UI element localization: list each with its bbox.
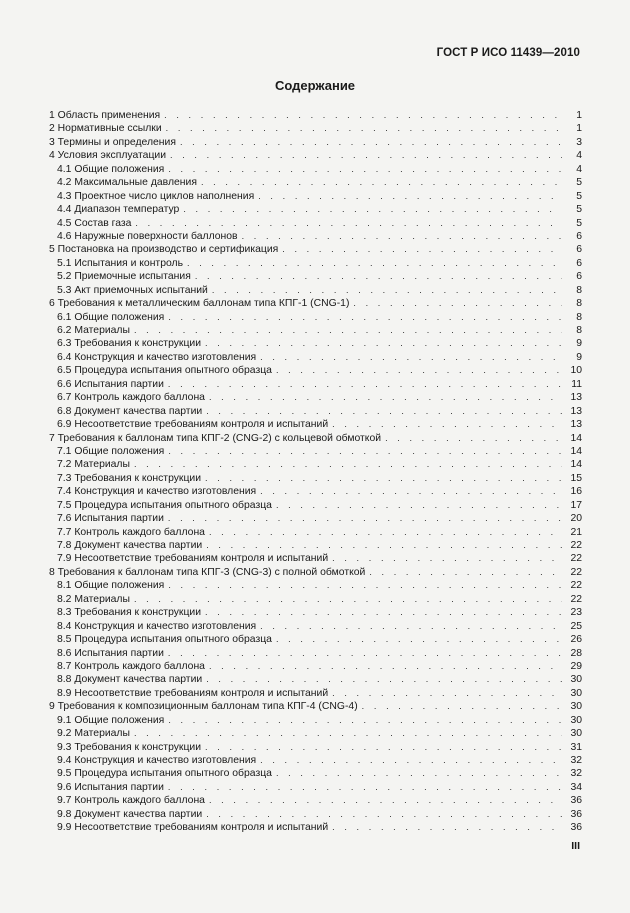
toc-entry-label: 4 Условия эксплуатации bbox=[49, 150, 167, 162]
toc-entry[interactable] bbox=[49, 458, 582, 471]
toc-entry[interactable] bbox=[49, 552, 582, 565]
toc-entry-label: 6.6 Испытания партии bbox=[57, 378, 164, 390]
toc-entry[interactable] bbox=[49, 472, 582, 485]
dot-leader bbox=[276, 767, 562, 780]
toc-entry-page: 26 bbox=[570, 634, 582, 646]
toc-entry-page: 4 bbox=[576, 150, 582, 162]
toc-entry[interactable] bbox=[49, 539, 582, 552]
dot-leader bbox=[168, 781, 562, 794]
dot-leader bbox=[168, 647, 562, 660]
toc-entry-label: 5.2 Приемочные испытания bbox=[57, 271, 191, 283]
dot-leader bbox=[166, 122, 562, 135]
toc-entry-page: 30 bbox=[570, 701, 582, 713]
toc-entry[interactable] bbox=[49, 700, 582, 713]
toc-entry[interactable] bbox=[49, 754, 582, 767]
dot-leader bbox=[164, 109, 562, 122]
toc-entry-label: 6.7 Контроль каждого баллона bbox=[57, 392, 205, 404]
toc-entry-page: 21 bbox=[570, 526, 582, 538]
toc-entry-page: 36 bbox=[570, 795, 582, 807]
dot-leader bbox=[332, 821, 562, 834]
toc-entry[interactable] bbox=[49, 499, 582, 512]
toc-entry-label: 6.2 Материалы bbox=[57, 325, 130, 336]
dot-leader bbox=[260, 620, 562, 633]
toc-entry-label: 6 Требования к металлическим баллонам типа КПГ-1 (CNG-1) bbox=[49, 298, 350, 310]
toc-entry-page: 5 bbox=[576, 177, 582, 189]
toc-entry-page: 22 bbox=[570, 540, 582, 551]
dot-leader bbox=[168, 163, 562, 176]
toc-entry-label: 9.8 Документ качества партии bbox=[57, 808, 203, 820]
toc-entry-page: 22 bbox=[570, 566, 582, 578]
toc-entry-label: 8.3 Требования к конструкции bbox=[57, 607, 202, 619]
toc-entry[interactable] bbox=[49, 122, 582, 135]
toc-entry[interactable] bbox=[49, 337, 582, 350]
dot-leader bbox=[242, 230, 562, 243]
toc-entry-page: 28 bbox=[570, 647, 582, 659]
toc-entry[interactable] bbox=[49, 808, 582, 821]
dot-leader bbox=[195, 270, 562, 283]
toc-entry-label: 4.6 Наружные поверхности баллонов bbox=[57, 230, 238, 242]
toc-entry[interactable] bbox=[49, 378, 582, 391]
toc-entry-label: 4.2 Максимальные давления bbox=[57, 177, 197, 189]
toc-entry[interactable] bbox=[49, 243, 582, 256]
toc-entry-page: 6 bbox=[576, 271, 582, 283]
toc-entry[interactable] bbox=[49, 647, 582, 660]
dot-leader bbox=[362, 700, 562, 713]
toc-entry-page: 32 bbox=[570, 768, 582, 780]
toc-entry-label: 8.2 Материалы bbox=[57, 593, 130, 605]
toc-entry-label: 1 Область применения bbox=[49, 110, 161, 121]
toc-entry[interactable] bbox=[49, 566, 582, 579]
toc-entry-page: 5 bbox=[576, 217, 582, 229]
toc-entry-page: 15 bbox=[570, 472, 582, 484]
toc-entry[interactable] bbox=[49, 445, 582, 458]
dot-leader bbox=[205, 472, 562, 485]
dot-leader bbox=[209, 526, 562, 539]
toc-entry-page: 36 bbox=[570, 808, 582, 820]
dot-leader bbox=[206, 673, 562, 686]
toc-entry[interactable] bbox=[49, 149, 582, 162]
toc-entry[interactable] bbox=[49, 203, 582, 216]
toc-entry-label: 4.5 Состав газа bbox=[57, 217, 132, 229]
toc-entry-label: 8.5 Процедура испытания опытного образца bbox=[57, 634, 272, 646]
toc-entry[interactable] bbox=[49, 767, 582, 780]
toc-entry[interactable] bbox=[49, 217, 582, 230]
dot-leader bbox=[168, 512, 562, 525]
toc-entry[interactable] bbox=[49, 485, 582, 498]
toc-entry-page: 23 bbox=[570, 607, 582, 619]
toc-entry[interactable] bbox=[49, 512, 582, 525]
toc-entry-page: 30 bbox=[570, 728, 582, 740]
toc-entry-page: 8 bbox=[576, 311, 582, 323]
toc-entry-label: 7.2 Материалы bbox=[57, 459, 130, 471]
toc-entry-label: 8.8 Документ качества партии bbox=[57, 674, 203, 686]
toc-entry[interactable] bbox=[49, 741, 582, 754]
dot-leader bbox=[282, 243, 562, 256]
toc-entry-label: 7.5 Процедура испытания опытного образца bbox=[57, 499, 272, 511]
toc-entry[interactable] bbox=[49, 714, 582, 727]
toc-entry-page: 17 bbox=[570, 499, 582, 511]
toc-entry-label: 7.3 Требования к конструкции bbox=[57, 472, 202, 484]
toc-entry[interactable] bbox=[49, 620, 582, 633]
toc-entry-page: 20 bbox=[570, 513, 582, 525]
toc-entry-label: 6.1 Общие положения bbox=[57, 311, 165, 323]
toc-entry[interactable] bbox=[49, 660, 582, 673]
toc-entry-label: 8.1 Общие положения bbox=[57, 580, 165, 592]
toc-entry-label: 9.3 Требования к конструкции bbox=[57, 741, 202, 753]
toc-entry-page: 22 bbox=[570, 580, 582, 592]
dot-leader bbox=[260, 754, 562, 767]
toc-entry[interactable] bbox=[49, 257, 582, 270]
toc-entry[interactable] bbox=[49, 633, 582, 646]
toc-entry-page: 13 bbox=[570, 419, 582, 431]
toc-entry-page: 5 bbox=[576, 204, 582, 216]
toc-entry-page: 29 bbox=[570, 660, 582, 672]
toc-entry[interactable] bbox=[49, 391, 582, 404]
toc-entry-label: 7.1 Общие положения bbox=[57, 445, 165, 457]
dot-leader bbox=[134, 593, 562, 606]
toc-entry[interactable] bbox=[49, 297, 582, 310]
toc-entry-page: 6 bbox=[576, 230, 582, 242]
toc-entry[interactable] bbox=[49, 673, 582, 686]
toc-entry-label: 9.2 Материалы bbox=[57, 728, 130, 740]
dot-leader bbox=[201, 176, 562, 189]
dot-leader bbox=[205, 606, 562, 619]
toc-entry-page: 9 bbox=[576, 351, 582, 363]
document-id-header: ГОСТ Р ИСО 11439—2010 bbox=[436, 47, 580, 59]
dot-leader bbox=[332, 687, 562, 700]
toc-entry-page: 30 bbox=[570, 674, 582, 686]
dot-leader bbox=[369, 566, 562, 579]
toc-entry[interactable] bbox=[49, 821, 582, 834]
toc-entry-page: 36 bbox=[570, 822, 582, 834]
toc-entry-label: 7.8 Документ качества партии bbox=[57, 540, 203, 551]
toc-entry-label: 7.7 Контроль каждого баллона bbox=[57, 526, 205, 538]
toc-entry[interactable] bbox=[49, 284, 582, 297]
toc-entry-label: 2 Нормативные ссылки bbox=[49, 123, 162, 135]
toc-entry-page: 14 bbox=[570, 445, 582, 457]
toc-entry-page: 16 bbox=[570, 486, 582, 498]
toc-entry[interactable] bbox=[49, 727, 582, 740]
dot-leader bbox=[209, 391, 562, 404]
dot-leader bbox=[205, 741, 562, 754]
toc-entry-page: 8 bbox=[576, 325, 582, 336]
toc-entry-label: 7 Требования к баллонам типа КПГ-2 (CNG-2) с кольцевой обмоткой bbox=[49, 432, 382, 444]
dot-leader bbox=[168, 714, 562, 727]
dot-leader bbox=[168, 311, 562, 324]
toc-entry-label: 8 Требования к баллонам типа КПГ-3 (CNG-3) с полной обмоткой bbox=[49, 566, 366, 578]
toc-entry[interactable] bbox=[49, 687, 582, 700]
dot-leader bbox=[260, 351, 562, 364]
dot-leader bbox=[206, 405, 562, 418]
toc-entry-page: 8 bbox=[576, 284, 582, 296]
toc-entry-label: 6.5 Процедура испытания опытного образца bbox=[57, 365, 272, 377]
toc-entry-label: 3 Термины и определения bbox=[49, 136, 176, 148]
toc-entry-label: 4.3 Проектное число циклов наполнения bbox=[57, 190, 255, 202]
toc-entry-label: 9.4 Конструкция и качество изготовления bbox=[57, 755, 257, 766]
toc-entry[interactable] bbox=[49, 109, 582, 122]
toc-entry[interactable] bbox=[49, 136, 582, 149]
toc-entry-label: 7.4 Конструкция и качество изготовления bbox=[57, 486, 257, 498]
dot-leader bbox=[205, 337, 562, 350]
dot-leader bbox=[180, 136, 562, 149]
toc-entry-label: 9 Требования к композиционным баллонам типа КПГ-4 (CNG-4) bbox=[49, 701, 358, 713]
toc-entry[interactable] bbox=[49, 794, 582, 807]
toc-entry-page: 22 bbox=[570, 553, 582, 565]
toc-entry-page: 13 bbox=[570, 392, 582, 404]
page-title: Содержание bbox=[274, 78, 356, 93]
dot-leader bbox=[206, 808, 562, 821]
dot-leader bbox=[206, 539, 562, 552]
toc-entry-page: 1 bbox=[576, 110, 582, 121]
toc-entry-page: 34 bbox=[570, 781, 582, 793]
dot-leader bbox=[168, 378, 562, 391]
toc-entry-label: 9.1 Общие положения bbox=[57, 714, 165, 726]
dot-leader bbox=[183, 203, 562, 216]
toc-entry[interactable] bbox=[49, 364, 582, 377]
toc-entry[interactable] bbox=[49, 351, 582, 364]
dot-leader bbox=[332, 552, 562, 565]
dot-leader bbox=[260, 485, 562, 498]
toc-entry-label: 8.7 Контроль каждого баллона bbox=[57, 660, 205, 672]
toc-entry-label: 6.9 Несоответствие требованиям контроля и испытаний bbox=[57, 419, 329, 431]
toc-entry-page: 14 bbox=[570, 432, 582, 444]
toc-entry-label: 6.8 Документ качества партии bbox=[57, 405, 203, 417]
dot-leader bbox=[168, 579, 562, 592]
toc-entry-page: 9 bbox=[576, 338, 582, 350]
toc-entry-label: 4.1 Общие положения bbox=[57, 163, 165, 175]
toc-entry-page: 30 bbox=[570, 687, 582, 699]
page-number: III bbox=[571, 840, 580, 852]
dot-leader bbox=[212, 284, 562, 297]
toc-entry-label: 5 Постановка на производство и сертификация bbox=[49, 244, 279, 256]
toc-entry[interactable] bbox=[49, 230, 582, 243]
toc-entry-label: 4.4 Диапазон температур bbox=[57, 204, 180, 216]
dot-leader bbox=[332, 418, 562, 431]
toc-entry[interactable] bbox=[49, 418, 582, 431]
toc-entry-page: 30 bbox=[570, 714, 582, 726]
toc-entry-page: 25 bbox=[570, 620, 582, 632]
toc-entry-label: 9.5 Процедура испытания опытного образца bbox=[57, 768, 272, 780]
toc-entry[interactable] bbox=[49, 593, 582, 606]
toc-entry[interactable] bbox=[49, 176, 582, 189]
toc-entry[interactable] bbox=[49, 311, 582, 324]
toc-entry[interactable] bbox=[49, 526, 582, 539]
toc-entry-label: 7.6 Испытания партии bbox=[57, 513, 164, 525]
dot-leader bbox=[209, 794, 562, 807]
dot-leader bbox=[353, 297, 562, 310]
toc-entry-label: 5.1 Испытания и контроль bbox=[57, 257, 184, 269]
dot-leader bbox=[276, 499, 562, 512]
toc-entry-page: 11 bbox=[571, 378, 582, 390]
toc-entry-label: 7.9 Несоответствие требованиям контроля и испытаний bbox=[57, 553, 329, 565]
toc-entry[interactable] bbox=[49, 432, 582, 445]
toc-entry-label: 8.4 Конструкция и качество изготовления bbox=[57, 620, 257, 632]
dot-leader bbox=[258, 190, 562, 203]
toc-entry[interactable] bbox=[49, 405, 582, 418]
toc-entry-label: 6.3 Требования к конструкции bbox=[57, 338, 202, 350]
dot-leader bbox=[134, 727, 562, 740]
toc-entry-page: 3 bbox=[576, 136, 582, 148]
toc-entry-page: 8 bbox=[576, 298, 582, 310]
toc-entry-page: 32 bbox=[570, 755, 582, 766]
toc-entry-label: 9.7 Контроль каждого баллона bbox=[57, 795, 205, 807]
toc-entry[interactable] bbox=[49, 579, 582, 592]
dot-leader bbox=[135, 217, 562, 230]
toc-entry-page: 4 bbox=[576, 163, 582, 175]
dot-leader bbox=[168, 445, 562, 458]
dot-leader bbox=[134, 458, 562, 471]
toc-entry-label: 8.9 Несоответствие требованиям контроля и испытаний bbox=[57, 687, 329, 699]
toc-entry-page: 22 bbox=[570, 593, 582, 605]
toc-entry-page: 13 bbox=[570, 405, 582, 417]
dot-leader bbox=[385, 432, 562, 445]
toc-entry-page: 1 bbox=[576, 123, 582, 135]
toc-entry[interactable] bbox=[49, 270, 582, 283]
toc-entry[interactable] bbox=[49, 324, 582, 337]
toc-entry[interactable] bbox=[49, 163, 582, 176]
toc-entry-page: 14 bbox=[570, 459, 582, 471]
table-of-contents bbox=[49, 109, 582, 835]
dot-leader bbox=[134, 324, 562, 337]
toc-entry[interactable] bbox=[49, 606, 582, 619]
toc-entry-page: 5 bbox=[576, 190, 582, 202]
dot-leader bbox=[170, 149, 562, 162]
toc-entry-page: 6 bbox=[576, 257, 582, 269]
toc-entry-label: 5.3 Акт приемочных испытаний bbox=[57, 284, 208, 296]
toc-entry-label: 6.4 Конструкция и качество изготовления bbox=[57, 351, 257, 363]
toc-entry-label: 9.6 Испытания партии bbox=[57, 781, 164, 793]
dot-leader bbox=[209, 660, 562, 673]
dot-leader bbox=[276, 364, 562, 377]
toc-entry[interactable] bbox=[49, 781, 582, 794]
toc-entry[interactable] bbox=[49, 190, 582, 203]
toc-entry-page: 10 bbox=[570, 365, 582, 377]
toc-entry-label: 8.6 Испытания партии bbox=[57, 647, 164, 659]
toc-entry-label: 9.9 Несоответствие требованиям контроля и испытаний bbox=[57, 822, 329, 834]
toc-entry-page: 6 bbox=[576, 244, 582, 256]
dot-leader bbox=[276, 633, 562, 646]
toc-entry-page: 31 bbox=[570, 741, 582, 753]
dot-leader bbox=[187, 257, 562, 270]
